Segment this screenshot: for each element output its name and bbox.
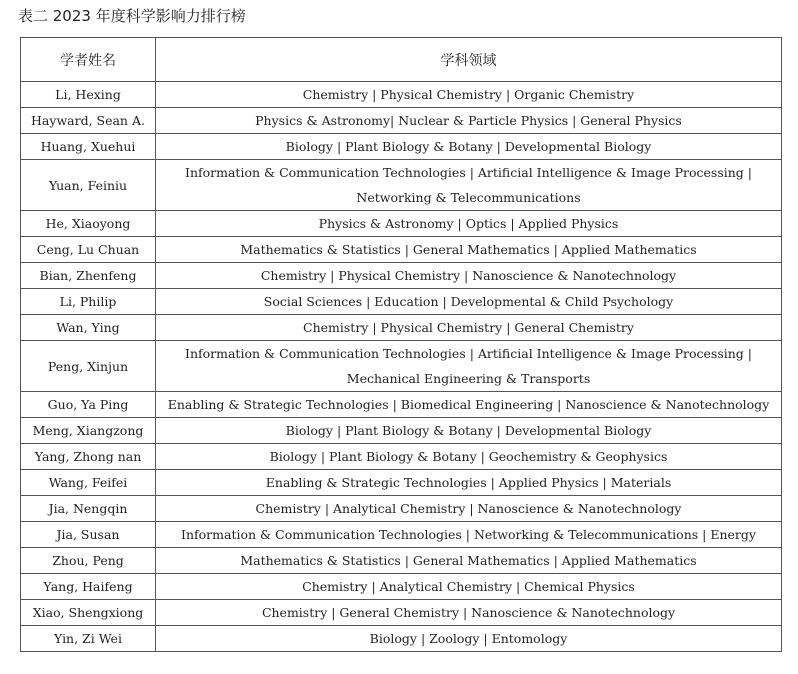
- table-row: [21, 600, 782, 626]
- scholar-name: Li, Philip: [21, 289, 156, 315]
- scholar-field: Chemistry | Physical Chemistry | General Chemistry: [156, 315, 782, 341]
- scholar-field: Mathematics & Statistics | General Mathematics | Applied Mathematics: [156, 548, 782, 574]
- table-row: [21, 160, 782, 211]
- scholar-name: Xiao, Shengxiong: [21, 600, 156, 626]
- scholar-field: Biology | Plant Biology & Botany | Developmental Biology: [156, 418, 782, 444]
- table-row: [21, 496, 782, 522]
- table-row: [21, 108, 782, 134]
- scholar-name: Hayward, Sean A.: [21, 108, 156, 134]
- scholar-field: Physics & Astronomy| Nuclear & Particle Physics | General Physics: [156, 108, 782, 134]
- scholar-field: Chemistry | Physical Chemistry | Organic Chemistry: [156, 82, 782, 108]
- table-row: [21, 418, 782, 444]
- scholar-field: Biology | Plant Biology & Botany | Geochemistry & Geophysics: [156, 444, 782, 470]
- scholar-name: Yuan, Feiniu: [21, 160, 156, 211]
- table-row: [21, 522, 782, 548]
- table-row: [21, 82, 782, 108]
- scholar-field: Chemistry | Analytical Chemistry | Nanoscience & Nanotechnology: [156, 496, 782, 522]
- scholar-name: Peng, Xinjun: [21, 341, 156, 392]
- scholar-name: Zhou, Peng: [21, 548, 156, 574]
- scholar-name: Bian, Zhenfeng: [21, 263, 156, 289]
- table-row: [21, 134, 782, 160]
- scholar-name: Jia, Susan: [21, 522, 156, 548]
- table-row: [21, 341, 782, 392]
- scholar-field: Biology | Zoology | Entomology: [156, 626, 782, 652]
- ranking-table: [20, 37, 782, 652]
- scholar-field: Chemistry | Physical Chemistry | Nanoscience & Nanotechnology: [156, 263, 782, 289]
- scholar-name: Yin, Zi Wei: [21, 626, 156, 652]
- scholar-name: Yang, Haifeng: [21, 574, 156, 600]
- header-scholar-name: 学者姓名: [21, 38, 156, 82]
- scholar-field: Social Sciences | Education | Developmental & Child Psychology: [156, 289, 782, 315]
- scholar-field: Enabling & Strategic Technologies | Applied Physics | Materials: [156, 470, 782, 496]
- scholar-field: Information & Communication Technologies | Artificial Intelligence & Image Processing | Mechanical Engineering & Transports: [156, 341, 782, 392]
- scholar-field: Chemistry | General Chemistry | Nanoscience & Nanotechnology: [156, 600, 782, 626]
- table-row: [21, 289, 782, 315]
- scholar-field: Information & Communication Technologies | Artificial Intelligence & Image Processing | Networking & Telecommunications: [156, 160, 782, 211]
- scholar-name: Wang, Feifei: [21, 470, 156, 496]
- scholar-field: Physics & Astronomy | Optics | Applied Physics: [156, 211, 782, 237]
- table-row: [21, 548, 782, 574]
- scholar-field: Chemistry | Analytical Chemistry | Chemical Physics: [156, 574, 782, 600]
- scholar-field: Biology | Plant Biology & Botany | Developmental Biology: [156, 134, 782, 160]
- scholar-name: Yang, Zhong nan: [21, 444, 156, 470]
- scholar-field: Information & Communication Technologies | Networking & Telecommunications | Energy: [156, 522, 782, 548]
- scholar-name: Jia, Nengqin: [21, 496, 156, 522]
- scholar-name: He, Xiaoyong: [21, 211, 156, 237]
- header-field: 学科领域: [156, 38, 782, 82]
- scholar-name: Wan, Ying: [21, 315, 156, 341]
- scholar-name: Guo, Ya Ping: [21, 392, 156, 418]
- scholar-field: Enabling & Strategic Technologies | Biomedical Engineering | Nanoscience & Nanotechnology: [156, 392, 782, 418]
- scholar-field: Mathematics & Statistics | General Mathematics | Applied Mathematics: [156, 237, 782, 263]
- table-row: [21, 470, 782, 496]
- table-row: [21, 237, 782, 263]
- scholar-name: Ceng, Lu Chuan: [21, 237, 156, 263]
- scholar-name: Huang, Xuehui: [21, 134, 156, 160]
- table-row: [21, 315, 782, 341]
- table-row: [21, 263, 782, 289]
- table-header-row: [21, 38, 782, 82]
- table-row: [21, 392, 782, 418]
- scholar-name: Meng, Xiangzong: [21, 418, 156, 444]
- table-row: [21, 626, 782, 652]
- scholar-name: Li, Hexing: [21, 82, 156, 108]
- table-row: [21, 444, 782, 470]
- table-row: [21, 211, 782, 237]
- table-caption: 表二 2023 年度科学影响力排行榜: [18, 7, 246, 25]
- table-row: [21, 574, 782, 600]
